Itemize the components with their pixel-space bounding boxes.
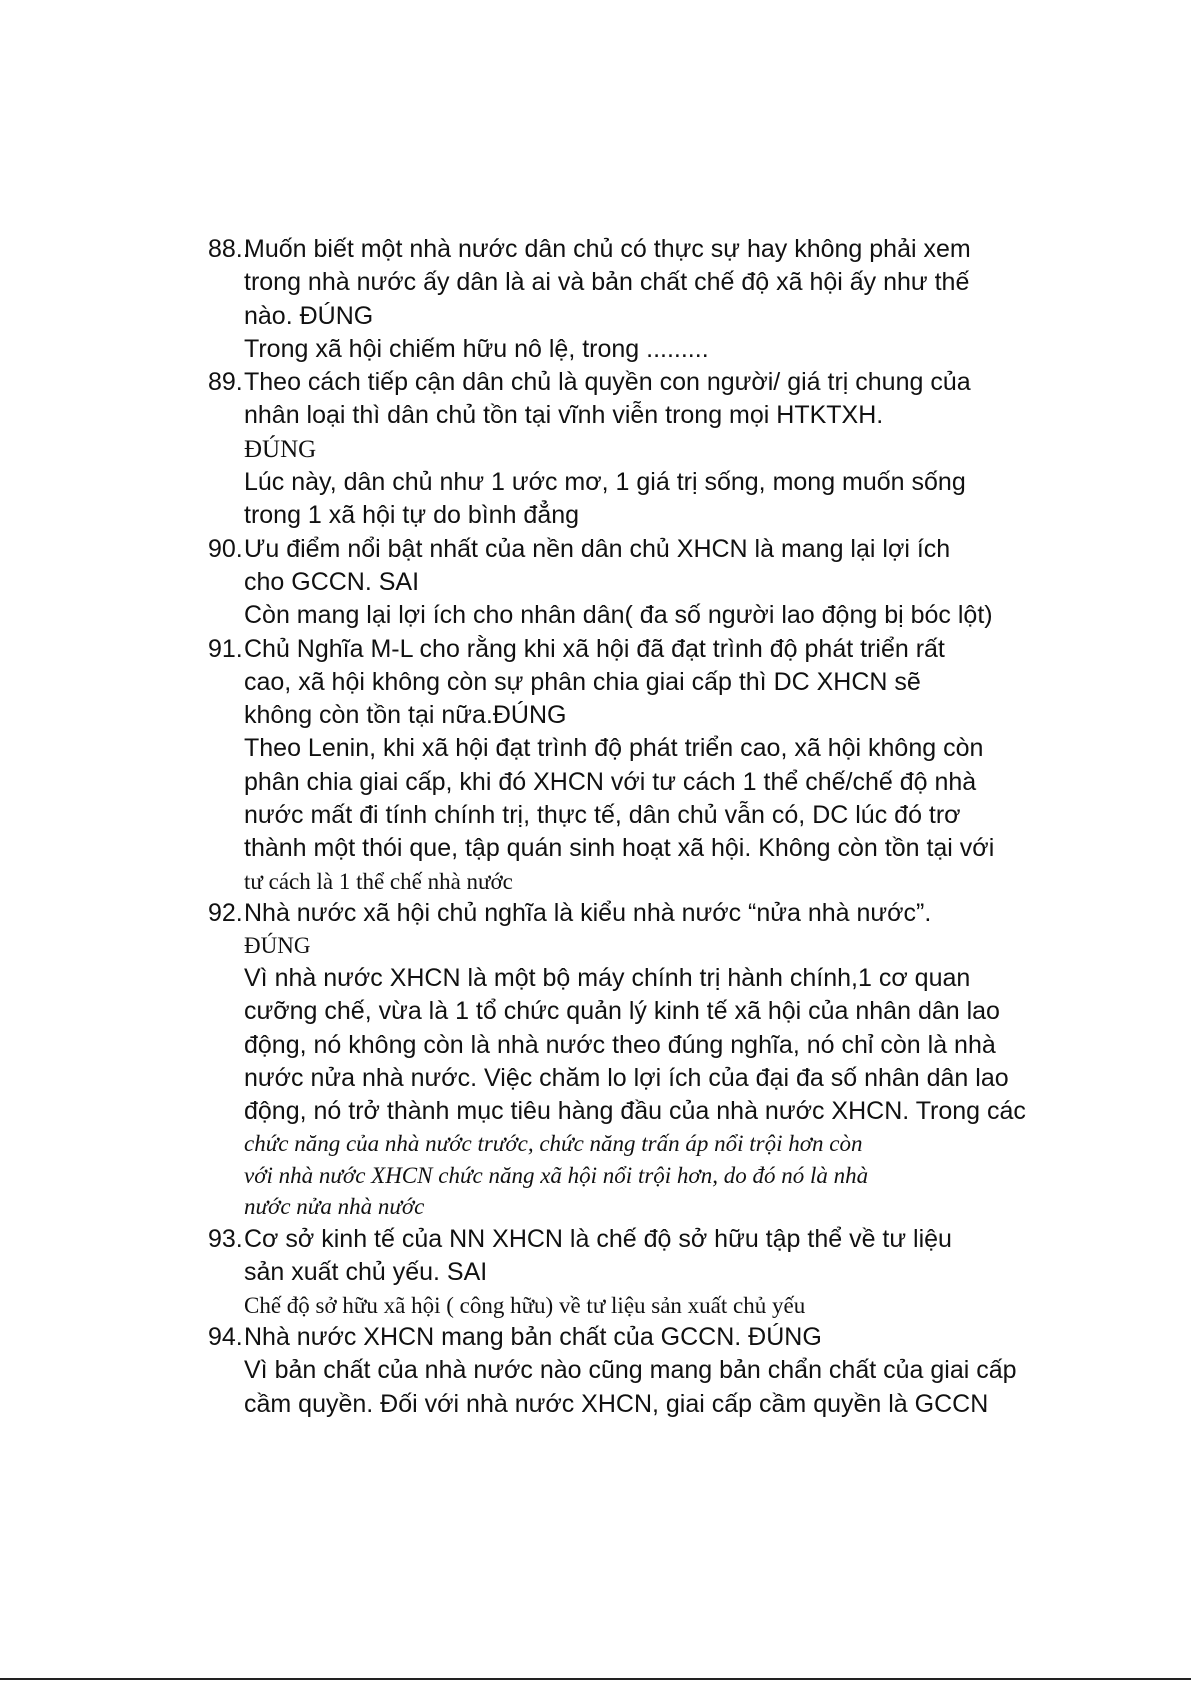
question-90 (208, 533, 1078, 633)
text-line: không còn tồn tại nữa.ĐÚNG (244, 701, 567, 730)
question-number: 89. (208, 368, 243, 397)
text-line: chức năng của nhà nước trước, chức năng trấn áp nổi trội hơn còn (244, 1131, 863, 1157)
question-91 (208, 633, 1078, 898)
text-line: cho GCCN. SAI (244, 567, 420, 596)
text-line: sản xuất chủ yếu. SAI (244, 1258, 488, 1287)
text-line: trong 1 xã hội tự do bình đẳng (244, 501, 580, 530)
text-line: Chủ Nghĩa M-L cho rằng khi xã hội đã đạt trình độ phát triển rất (244, 634, 945, 663)
text-line: Vì bản chất của nhà nước nào cũng mang bản chẩn chất của giai cấp (244, 1356, 1017, 1385)
text-line: Lúc này, dân chủ như 1 ước mơ, 1 giá trị sống, mong muốn sống (244, 468, 966, 497)
text-line: cưỡng chế, vừa là 1 tổ chức quản lý kinh tế xã hội của nhân dân lao (244, 997, 1000, 1026)
question-number: 93. (208, 1224, 243, 1253)
question-93 (208, 1223, 1078, 1321)
page-bottom-rule (0, 1678, 1191, 1680)
text-line: cao, xã hội không còn sự phân chia giai cấp thì DC XHCN sẽ (244, 667, 921, 696)
text-line: Còn mang lại lợi ích cho nhân dân( đa số người lao động bị bóc lột) (244, 601, 993, 630)
text-line: động, nó không còn là nhà nước theo đúng nghĩa, nó chỉ còn là nhà (244, 1030, 996, 1059)
text-line: trong nhà nước ấy dân là ai và bản chất chế độ xã hội ấy như thế (244, 268, 970, 297)
question-list (208, 233, 1078, 1421)
text-line: ĐÚNG (244, 435, 317, 463)
text-line: ĐÚNG (244, 933, 311, 959)
text-line: Ưu điểm nổi bật nhất của nền dân chủ XHCN là mang lại lợi ích (244, 534, 951, 563)
text-line: nước nửa nhà nước (244, 1194, 425, 1220)
question-number: 92. (208, 899, 243, 928)
text-line: phân chia giai cấp, khi đó XHCN với tư cách 1 thể chế/chế độ nhà (244, 767, 977, 796)
question-94 (208, 1321, 1078, 1421)
question-88 (208, 233, 1078, 366)
text-line: Nhà nước XHCN mang bản chất của GCCN. ĐÚNG (244, 1323, 822, 1352)
question-number: 94. (208, 1323, 243, 1352)
text-line: Trong xã hội chiếm hữu nô lệ, trong ......... (244, 334, 709, 363)
text-line: với nhà nước XHCN chức năng xã hội nổi trội hơn, do đó nó là nhà (244, 1162, 869, 1188)
text-line: Nhà nước xã hội chủ nghĩa là kiểu nhà nước “nửa nhà nước”. (244, 899, 932, 928)
text-line: nào. ĐÚNG (244, 301, 374, 330)
text-line: nhân loại thì dân chủ tồn tại vĩnh viễn trong mọi HTKTXH. (244, 401, 884, 430)
text-line: cầm quyền. Đối với nhà nước XHCN, giai cấp cầm quyền là GCCN (244, 1389, 989, 1418)
question-number: 90. (208, 534, 243, 563)
question-number: 88.. (208, 235, 250, 263)
text-line: Cơ sở kinh tế của NN XHCN là chế độ sở hữu tập thể về tư liệu (244, 1224, 952, 1253)
text-line: tư cách là 1 thể chế nhà nước (244, 868, 513, 894)
text-line: Theo Lenin, khi xã hội đạt trình độ phát triển cao, xã hội không còn (244, 734, 984, 763)
text-line: động, nó trở thành mục tiêu hàng đầu của nhà nước XHCN. Trong các (244, 1097, 1026, 1126)
question-92 (208, 897, 1078, 1223)
text-line: Chế độ sở hữu xã hội ( công hữu) về tư liệu sản xuất chủ yếu (244, 1292, 806, 1318)
text-line: nước nửa nhà nước. Việc chăm lo lợi ích của đại đa số nhân dân lao (244, 1063, 1009, 1092)
text-line: Muốn biết một nhà nước dân chủ có thực sự hay không phải xem (244, 235, 971, 263)
question-number: 91. (208, 634, 243, 663)
text-line: nước mất đi tính chính trị, thực tế, dân chủ vẫn có, DC lúc đó trơ (244, 801, 961, 830)
text-line: Vì nhà nước XHCN là một bộ máy chính trị hành chính,1 cơ quan (244, 963, 971, 992)
question-89 (208, 366, 1078, 532)
text-line: Theo cách tiếp cận dân chủ là quyền con người/ giá trị chung của (244, 368, 971, 397)
text-line: thành một thói que, tập quán sinh hoạt xã hội. Không còn tồn tại với (244, 834, 995, 863)
